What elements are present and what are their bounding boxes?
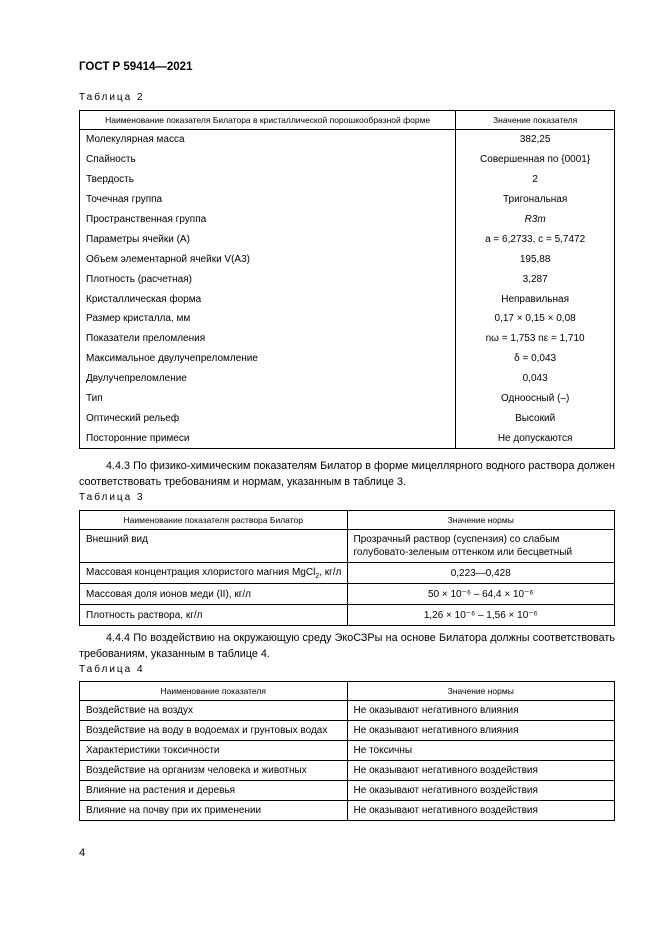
row-name: Тип (80, 389, 456, 409)
row-value: Не допускаются (497, 432, 573, 444)
row-name: Размер кристалла, мм (80, 309, 456, 329)
row-name: Максимальное двулучепреломление (80, 349, 456, 369)
table2 (79, 110, 615, 449)
row-value: а = 6,2733, с = 5,7472 (485, 233, 586, 245)
row-name: Спайность (80, 150, 456, 170)
row-name: Посторонние примеси (80, 428, 456, 448)
table-row (80, 563, 615, 584)
row-value: 3,287 (522, 273, 548, 285)
table3-caption: Таблица 3 (79, 492, 145, 503)
row-name: Внешний вид (80, 530, 348, 563)
table-row (80, 349, 615, 369)
table-row (80, 761, 615, 781)
row-name: Плотность раствора, кг/л (80, 605, 348, 626)
table-row (80, 309, 615, 329)
row-value: nω = 1,753 nε = 1,710 (485, 333, 585, 345)
row-name: Воздействие на организм человека и животных (80, 761, 348, 781)
table3-header-value: Значение нормы (347, 511, 615, 530)
row-value: Одноосный (–) (500, 393, 570, 405)
table2-caption: Таблица 2 (79, 92, 145, 103)
table-row (80, 210, 615, 230)
table-row (80, 190, 615, 210)
table-row (80, 408, 615, 428)
row-value: Совершенная по {0001} (480, 154, 591, 166)
document-header: ГОСТ Р 59414—2021 (79, 61, 193, 73)
row-name: Точечная группа (80, 190, 456, 210)
row-name: Массовая доля ионов меди (II), кг/л (80, 584, 348, 605)
paragraph-4-4-3: 4.4.3 По физико-химическим показателям Билатор в форме мицеллярного водного раствора должен соответствовать требованиям и нормам, указанным в таблице 3. (79, 460, 615, 488)
table-row (80, 584, 615, 605)
row-value: Не оказывают негативного влияния (347, 701, 614, 721)
table-row (80, 170, 615, 190)
row-value: Не оказывают негативного влияния (347, 721, 614, 741)
row-value: Прозрачный раствор (суспензия) со слабым голубовато-зеленым оттенком или бесцветный (347, 530, 615, 563)
row-value: 50 × 10⁻⁶ – 64,4 × 10⁻⁶ (347, 584, 615, 605)
table-row (80, 150, 615, 170)
row-value: 2 (532, 174, 538, 186)
table2-header-value: Значение показателя (456, 111, 615, 130)
table-row (80, 329, 615, 349)
row-value: 0,043 (522, 373, 548, 385)
table-row (80, 428, 615, 448)
table-row (80, 605, 615, 626)
table-row (80, 229, 615, 249)
row-value: Тригональная (502, 194, 568, 206)
table-row (80, 130, 615, 150)
row-name: Влияние на растения и деревья (80, 781, 348, 801)
row-value: R3m (524, 214, 546, 225)
table-row (80, 289, 615, 309)
table4-header-value: Значение нормы (347, 682, 614, 701)
row-name: Пространственная группа (80, 210, 456, 230)
row-value: 382,25 (519, 134, 551, 146)
row-name: Параметры ячейки (А) (80, 229, 456, 249)
row-name: Массовая концентрация хлористого магния MgCl$_2$, кг/л (80, 563, 348, 584)
table-row (80, 741, 615, 761)
row-name: Твердость (80, 170, 456, 190)
table-row (80, 701, 615, 721)
row-value: Не оказывают негативного воздействия (347, 801, 614, 821)
row-value: Не оказывают негативного воздействия (347, 761, 614, 781)
row-name: Объем элементарной ячейки V(А3) (80, 249, 456, 269)
row-name: Показатели преломления (80, 329, 456, 349)
table-row (80, 721, 615, 741)
row-name: Воздействие на воздух (80, 701, 348, 721)
paragraph-4-4-4: 4.4.4 По воздействию на окружающую среду ЭкоСЗРы на основе Билатора должны соответствовать требованиям, указанным в таблице 4. (79, 632, 615, 660)
row-value: 0,17 × 0,15 × 0,08 (494, 313, 576, 325)
row-value: 195,88 (519, 253, 551, 265)
table4 (79, 681, 615, 821)
table-row (80, 269, 615, 289)
table-row (80, 249, 615, 269)
table-row (80, 369, 615, 389)
table-row (80, 801, 615, 821)
table-row (80, 530, 615, 563)
row-name: Кристаллическая форма (80, 289, 456, 309)
table3 (79, 510, 615, 626)
row-value: Высокий (515, 412, 556, 424)
table-row (80, 389, 615, 409)
table4-header-name: Наименование показателя (80, 682, 348, 701)
table-row (80, 781, 615, 801)
row-name: Плотность (расчетная) (80, 269, 456, 289)
page-number: 4 (79, 847, 86, 859)
row-value: δ = 0,043 (514, 353, 557, 365)
row-name: Воздействие на воду в водоемах и грунтовых водах (80, 721, 348, 741)
row-name: Двулучепреломление (80, 369, 456, 389)
row-name: Молекулярная масса (80, 130, 456, 150)
table2-header-name: Наименование показателя Билатора в кристаллической порошкообразной форме (80, 111, 456, 130)
row-value: Неправильная (501, 293, 569, 305)
table3-header-name: Наименование показателя раствора Билатор (80, 511, 348, 530)
table4-caption: Таблица 4 (79, 664, 145, 675)
row-value: Не токсичны (347, 741, 614, 761)
row-value: 0,223—0,428 (347, 563, 615, 584)
row-value: Не оказывают негативного воздействия (347, 781, 614, 801)
row-name: Оптический рельеф (80, 408, 456, 428)
row-name: Характеристики токсичности (80, 741, 348, 761)
row-name: Влияние на почву при их применении (80, 801, 348, 821)
row-value: 1,26 × 10⁻⁶ – 1,56 × 10⁻⁶ (347, 605, 615, 626)
